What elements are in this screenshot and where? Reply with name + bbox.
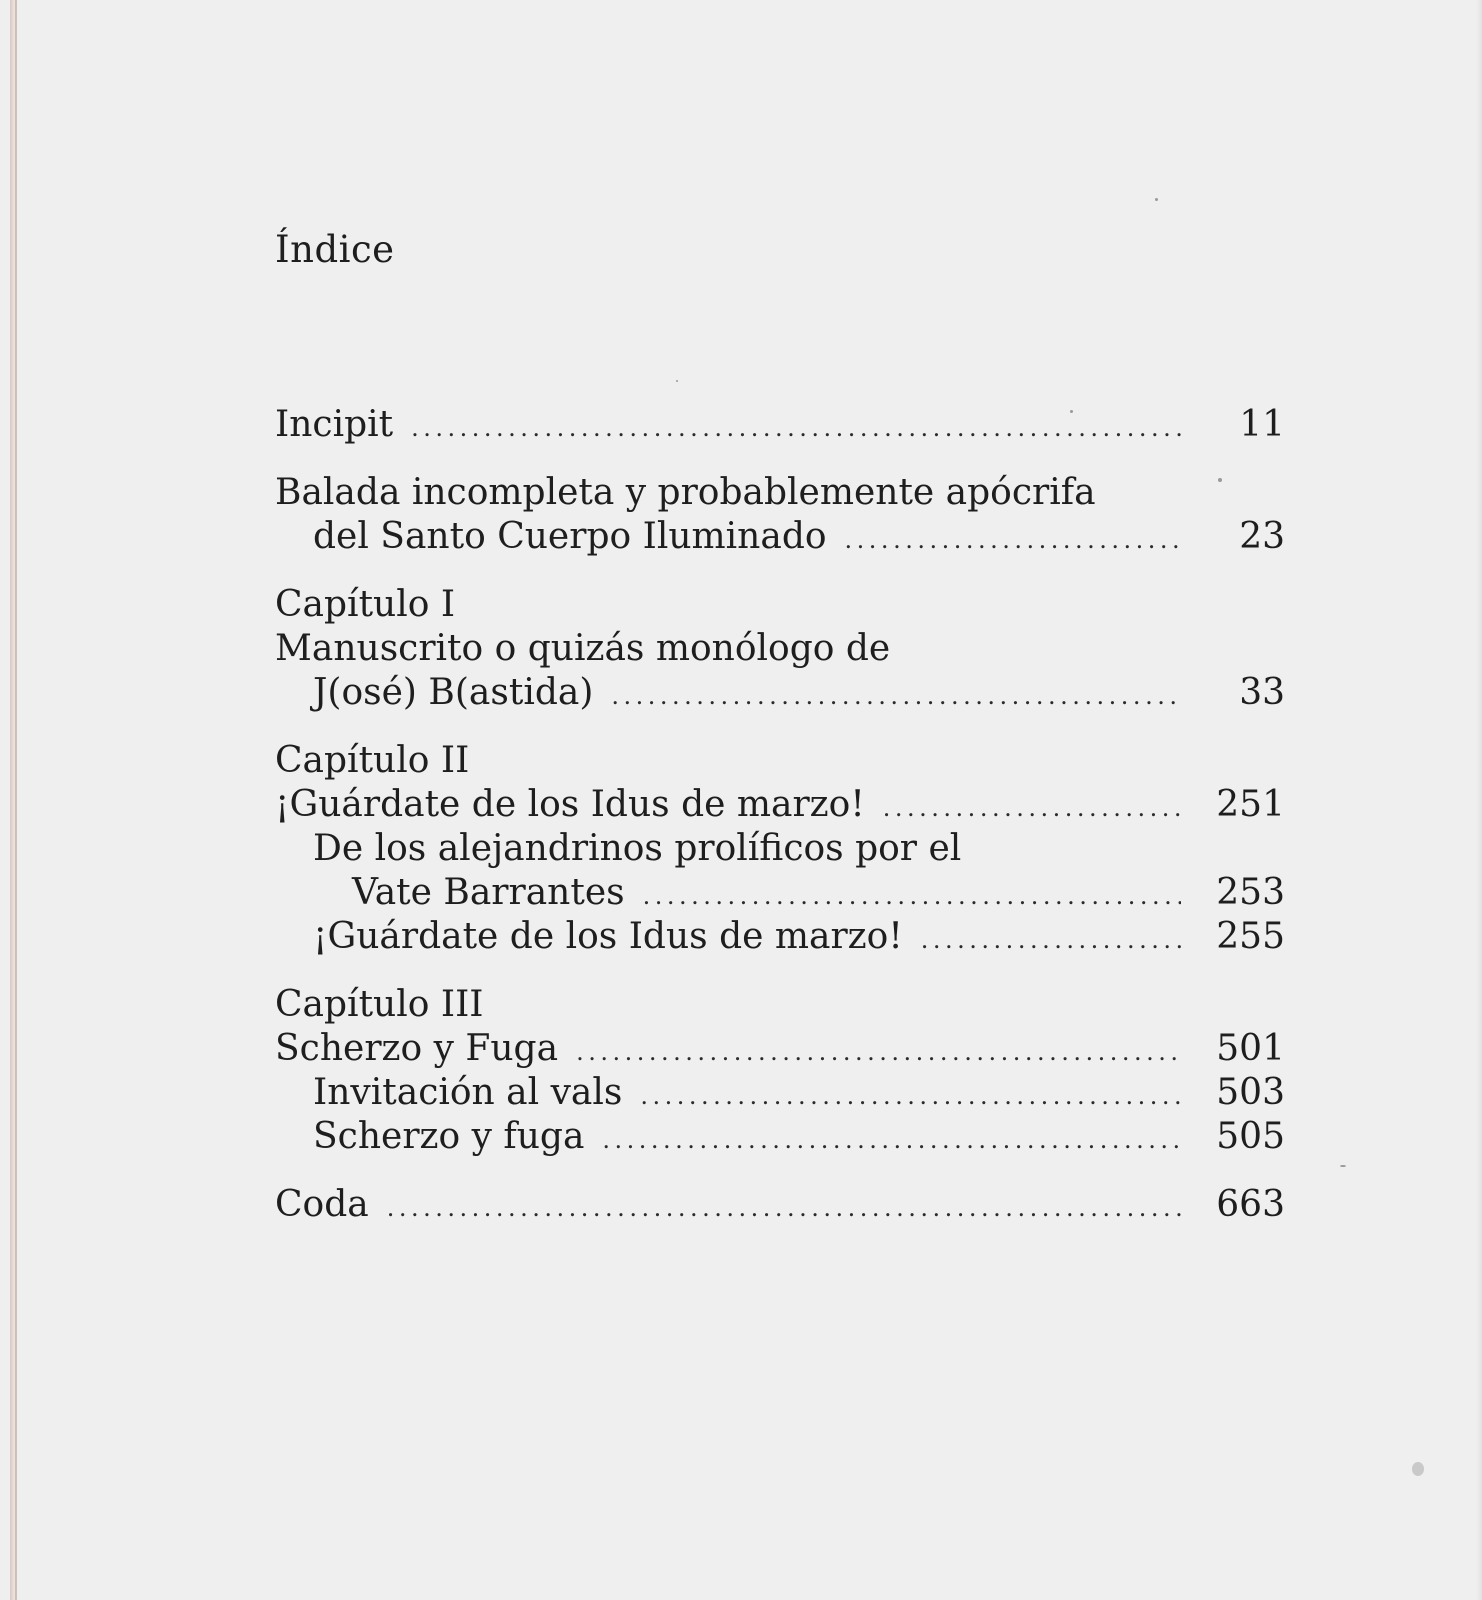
- toc-page-number: 33: [1239, 672, 1285, 713]
- toc-line-title: Capítulo I: [275, 584, 456, 625]
- toc-line: [275, 403, 1285, 447]
- toc-page-number: 23: [1239, 516, 1285, 557]
- dot-leader: [845, 518, 1181, 562]
- toc-page-number: 255: [1216, 916, 1285, 957]
- toc-entry: [275, 739, 1285, 959]
- toc-entry: [275, 583, 1285, 715]
- toc-line: [275, 915, 1285, 959]
- toc-line: [275, 627, 1285, 671]
- toc-line: [275, 471, 1285, 515]
- scan-speck: [676, 380, 678, 382]
- toc-line-title: Capítulo III: [275, 984, 484, 1025]
- toc-line-title: Capítulo II: [275, 740, 470, 781]
- toc-line: [275, 515, 1285, 559]
- table-of-contents: [275, 403, 1285, 1251]
- page-title: Índice: [275, 228, 395, 271]
- scan-speck: [1412, 1462, 1424, 1476]
- dot-leader: [602, 1118, 1181, 1162]
- scan-speck: [1218, 478, 1222, 482]
- toc-line: [275, 1071, 1285, 1115]
- toc-line-title: J(osé) B(astida): [313, 672, 594, 713]
- dot-leader: [643, 874, 1181, 918]
- toc-line: [275, 871, 1285, 915]
- toc-line: [275, 1115, 1285, 1159]
- toc-line-title: Scherzo y fuga: [313, 1116, 585, 1157]
- dot-leader: [576, 1030, 1181, 1074]
- scan-speck: [1070, 410, 1073, 413]
- toc-line: [275, 983, 1285, 1027]
- toc-line: [275, 671, 1285, 715]
- scan-speck: [1340, 1165, 1346, 1167]
- dot-leader: [411, 406, 1181, 450]
- toc-line-title: De los alejandrinos prolíficos por el: [313, 828, 962, 869]
- dot-leader: [387, 1186, 1181, 1230]
- toc-page-number: 251: [1216, 784, 1285, 825]
- toc-entry: [275, 983, 1285, 1159]
- toc-line-title: ¡Guárdate de los Idus de marzo!: [313, 916, 903, 957]
- dot-leader: [883, 786, 1181, 830]
- toc-line: [275, 583, 1285, 627]
- toc-entry: [275, 403, 1285, 447]
- toc-page-number: 501: [1216, 1028, 1285, 1069]
- toc-line-title: Scherzo y Fuga: [275, 1028, 559, 1069]
- toc-line-title: ¡Guárdate de los Idus de marzo!: [275, 784, 865, 825]
- toc-page-number: 503: [1216, 1072, 1285, 1113]
- toc-line: [275, 1183, 1285, 1227]
- dot-leader: [611, 674, 1181, 718]
- scan-speck: [1155, 198, 1158, 201]
- toc-line: [275, 827, 1285, 871]
- toc-line: [275, 1027, 1285, 1071]
- toc-line-title: Coda: [275, 1184, 369, 1225]
- toc-entry: [275, 471, 1285, 559]
- toc-line-title: Vate Barrantes: [352, 872, 625, 913]
- toc-page-number: 11: [1239, 404, 1285, 445]
- toc-page-number: 663: [1216, 1184, 1285, 1225]
- toc-page-number: 505: [1216, 1116, 1285, 1157]
- toc-line-title: Invitación al vals: [313, 1072, 623, 1113]
- dot-leader: [640, 1074, 1181, 1118]
- dot-leader: [921, 918, 1181, 962]
- toc-entry: [275, 1183, 1285, 1227]
- toc-line-title: Manuscrito o quizás monólogo de: [275, 628, 891, 669]
- toc-line-title: Balada incompleta y probablemente apócrifa: [275, 472, 1096, 513]
- page-edge: [1476, 0, 1482, 1600]
- toc-page-number: 253: [1216, 872, 1285, 913]
- toc-line: [275, 783, 1285, 827]
- toc-line: [275, 739, 1285, 783]
- binding-crease: [15, 0, 17, 1600]
- toc-line-title: del Santo Cuerpo Iluminado: [313, 516, 827, 557]
- toc-line-title: Incipit: [275, 404, 394, 445]
